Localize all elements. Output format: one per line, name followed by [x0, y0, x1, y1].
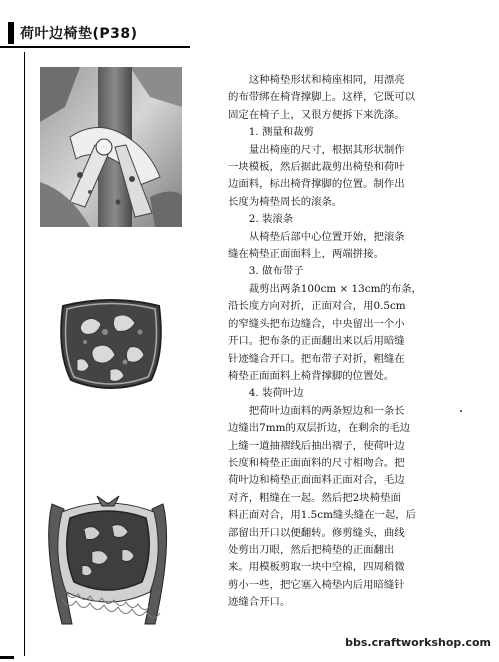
text-line: 缝在椅垫正面面料上，两端拼接。 [228, 248, 384, 261]
text-line: 从椅垫后部中心位置开始，把滚条 [228, 230, 405, 243]
page-title: 荷叶边椅垫(P38) [20, 26, 138, 42]
text-line: 边缝出7mm的双层折边，在剩余的毛边 [228, 422, 411, 435]
text-line: 沿长度方向对折，正面对合，用0.5cm [228, 300, 406, 313]
text-line: 开口。把布条的正面翻出来以后用暗缝 [228, 335, 405, 348]
header-rule [0, 46, 190, 48]
speck [460, 410, 462, 412]
text-line: 的布带绑在椅背撑脚上。这样，它既可以 [228, 91, 416, 104]
text-line: 处剪出刀眼，然后把椅垫的正面翻出 [228, 543, 395, 556]
text-line: 上缝一道抽褶线后抽出褶子，使荷叶边 [228, 439, 405, 452]
text-line: 裁剪出两条100cm × 13cm的布条， [228, 282, 423, 295]
photo-finished-cushion [42, 484, 173, 625]
header-marker [8, 22, 14, 44]
instructions-text [228, 72, 460, 612]
text-line: 固定在椅子上，又很方便拆下来洗涤。 [228, 108, 405, 121]
text-line: 的窄缝头把布边缝合，中央留出一个小 [228, 317, 405, 330]
text-line: 边面料，标出椅背撑脚的位置。制作出 [228, 178, 405, 191]
text-line: 长度为椅垫周长的滚条。 [228, 195, 343, 208]
bottom-rule [0, 656, 14, 659]
step-heading: 3. 做布带子 [228, 265, 304, 278]
text-line: 部留出开口以便翻转。修剪缝头，曲线 [228, 526, 405, 539]
photo-chair-leg-ties [40, 67, 182, 227]
footer-url: bbs.craftworkshop.com [345, 636, 491, 649]
margin-rule [24, 52, 25, 656]
text-line: 迹缝合开口。 [228, 596, 291, 609]
text-line: 荷叶边和椅垫正面面料正面对合，毛边 [228, 474, 405, 487]
text-line: 长度和椅垫正面面料的尺寸相吻合。把 [228, 456, 405, 469]
step-heading: 4. 装荷叶边 [228, 387, 304, 400]
text-line: 针迹缝合开口。把布带子对折，粗缝在 [228, 352, 405, 365]
text-line: 一块模板，然后据此裁剪出椅垫和荷叶 [228, 161, 405, 174]
text-line: 这种椅垫形状和椅座相同，用漂亮 [228, 74, 405, 86]
text-line: 对齐，粗缝在一起。然后把2块椅垫面 [228, 491, 401, 504]
text-line: 料正面对合，用1.5cm缝头缝在一起，后 [228, 509, 417, 522]
step-heading: 2. 装滚条 [228, 213, 294, 226]
text-line: 量出椅座的尺寸，根据其形状制作 [228, 143, 405, 156]
page-header [8, 22, 190, 44]
text-line: 来。用模板剪取一块中空棉，四周稍微 [228, 561, 405, 574]
step-heading: 1. 测量和裁剪 [228, 126, 314, 139]
text-line: 剪小一些，把它塞入椅垫内后用暗缝针 [228, 578, 405, 591]
photo-cushion-with-piping [55, 292, 167, 397]
text-line: 椅垫正面面料上椅背撑脚的位置处。 [228, 369, 395, 382]
text-line: 把荷叶边面料的两条短边和一条长 [228, 404, 405, 417]
